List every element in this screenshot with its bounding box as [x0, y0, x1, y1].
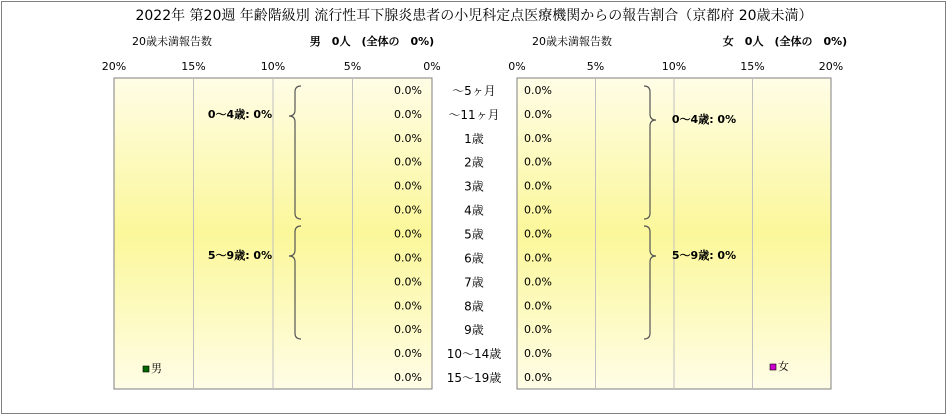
male-group-label-5-9: 5～9歳: 0% — [207, 249, 273, 262]
left-x-tick-label: 20% — [101, 60, 127, 73]
male-group-label-0-4: 0～4歳: 0% — [207, 108, 273, 121]
male-legend-swatch — [143, 366, 149, 372]
age-category-label: 15～19歳 — [446, 371, 502, 386]
male-data-label: 0.0% — [394, 347, 422, 361]
age-category-label: 2歳 — [464, 155, 484, 170]
right-x-axis — [508, 60, 843, 73]
right-x-tick-label: 20% — [818, 60, 844, 73]
female-data-label: 0.0% — [524, 227, 552, 241]
right-x-tick-label: 15% — [740, 60, 765, 73]
male-data-label: 0.0% — [394, 275, 422, 289]
female-data-label: 0.0% — [524, 347, 552, 361]
age-category-label: 9歳 — [464, 323, 484, 338]
male-data-label: 0.0% — [394, 155, 422, 169]
age-category-label: 5歳 — [464, 227, 484, 242]
left-x-tick-label: 0% — [423, 60, 441, 73]
female-data-label: 0.0% — [524, 299, 552, 313]
right-x-tick-label: 0% — [508, 60, 526, 73]
left-x-tick-label: 10% — [260, 60, 286, 73]
left-x-tick-label: 5% — [343, 60, 362, 73]
male-data-label: 0.0% — [394, 179, 422, 193]
age-category-label: 6歳 — [464, 251, 484, 266]
male-data-label: 0.0% — [394, 131, 422, 145]
right-x-tick-label: 10% — [661, 60, 687, 73]
age-category-label: 10～14歳 — [446, 347, 502, 362]
female-data-label: 0.0% — [524, 155, 552, 169]
female-data-label: 0.0% — [524, 83, 552, 97]
right-header: 20歳未満報告数 — [532, 35, 612, 48]
female-data-label: 0.0% — [524, 203, 552, 217]
male-data-label: 0.0% — [394, 371, 422, 385]
age-category-label: 1歳 — [464, 131, 484, 146]
male-data-label: 0.0% — [394, 203, 422, 217]
female-data-label: 0.0% — [524, 251, 552, 265]
age-category-label: 7歳 — [464, 275, 484, 290]
female-legend-label: 女 — [778, 360, 789, 373]
age-category-label: 8歳 — [464, 299, 484, 314]
left-x-tick-label: 15% — [181, 60, 206, 73]
female-data-label: 0.0% — [524, 275, 552, 289]
left-x-axis — [102, 60, 441, 73]
male-data-label: 0.0% — [394, 227, 422, 241]
female-legend-swatch — [770, 364, 776, 370]
chart-title: 2022年 第20週 年齢階級別 流行性耳下腺炎患者の小児科定点医療機関からの報告割合（京都府 20歳未満） — [135, 8, 813, 24]
female-data-label: 0.0% — [524, 179, 552, 193]
female-data-label: 0.0% — [524, 371, 552, 385]
age-category-label: 4歳 — [464, 203, 484, 218]
female-group-label-0-4: 0～4歳: 0% — [671, 113, 737, 126]
male-data-label: 0.0% — [394, 299, 422, 313]
female-data-label: 0.0% — [524, 131, 552, 145]
female-summary: 女 0人 (全体の 0%) — [722, 35, 848, 48]
right-x-tick-label: 5% — [586, 60, 605, 73]
age-category-label: ～5ヶ月 — [452, 83, 496, 98]
male-legend-label: 男 — [151, 362, 162, 375]
age-category-labels — [447, 84, 502, 385]
female-group-label-5-9: 5～9歳: 0% — [671, 249, 737, 262]
male-data-label: 0.0% — [394, 107, 422, 121]
male-data-label: 0.0% — [394, 83, 422, 97]
male-summary: 男 0人 (全体の 0%) — [309, 35, 435, 48]
female-data-label: 0.0% — [524, 323, 552, 337]
male-data-label: 0.0% — [394, 323, 422, 337]
male-data-label: 0.0% — [394, 251, 422, 265]
left-header: 20歳未満報告数 — [132, 35, 212, 48]
female-data-label: 0.0% — [524, 107, 552, 121]
age-category-label: 3歳 — [464, 179, 484, 194]
age-category-label: ～11ヶ月 — [448, 107, 500, 122]
